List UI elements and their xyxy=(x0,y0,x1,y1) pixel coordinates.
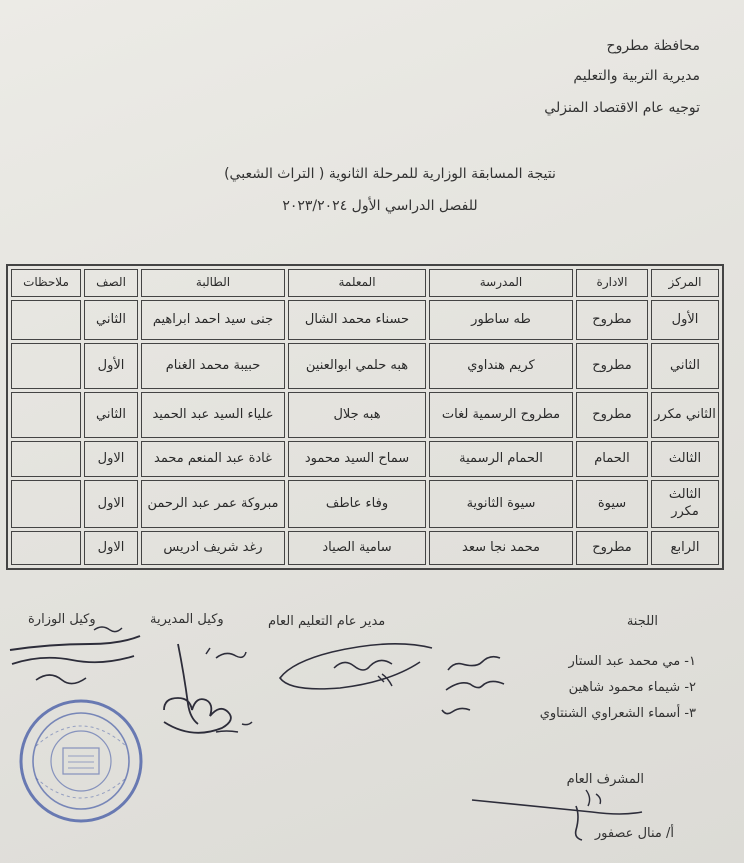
cell-student: حبيبة محمد الغنام xyxy=(141,343,285,389)
cell-school: سيوة الثانوية xyxy=(429,480,573,528)
document-title: نتيجة المسابقة الوزارية للمرحلة الثانوية ( التراث الشعبي) xyxy=(224,166,556,182)
cell-administration: مطروح xyxy=(576,343,648,389)
cell-student: رغد شريف ادريس xyxy=(141,531,285,565)
director-signature-icon xyxy=(272,636,442,696)
ministry-deputy-signature-icon xyxy=(6,622,146,702)
cell-rank: الثالث مكرر xyxy=(651,480,719,528)
supervisor-signature-icon xyxy=(466,786,646,846)
cell-student: غادة عبد المنعم محمد xyxy=(141,441,285,477)
header-school: المدرسة xyxy=(429,269,573,297)
member-signatures-icon xyxy=(440,648,510,728)
supervisor-label: المشرف العام xyxy=(566,772,644,787)
director-general-label: مدير عام التعليم العام xyxy=(268,614,386,629)
cell-school: كريم هنداوي xyxy=(429,343,573,389)
cell-administration: الحمام xyxy=(576,441,648,477)
cell-administration: مطروح xyxy=(576,392,648,438)
header-teacher: المعلمة xyxy=(288,269,426,297)
table-row xyxy=(11,392,719,438)
cell-rank: الرابع xyxy=(651,531,719,565)
cell-grade: الثاني xyxy=(84,392,138,438)
header-rank: المركز xyxy=(651,269,719,297)
cell-school: مطروح الرسمية لغات xyxy=(429,392,573,438)
cell-administration: سيوة xyxy=(576,480,648,528)
cell-rank: الثالث xyxy=(651,441,719,477)
official-stamp-icon xyxy=(16,696,146,826)
cell-grade: الاول xyxy=(84,480,138,528)
cell-student: مبروكة عمر عبد الرحمن xyxy=(141,480,285,528)
supervisor-name: أ/ منال عصفور xyxy=(594,826,674,841)
cell-notes xyxy=(11,531,81,565)
results-table xyxy=(6,264,724,570)
cell-rank: الثاني مكرر xyxy=(651,392,719,438)
cell-teacher: هبه جلال xyxy=(288,392,426,438)
table-row xyxy=(11,531,719,565)
table-header-row xyxy=(11,269,719,297)
document-subtitle: للفصل الدراسي الأول ٢٠٢٣/٢٠٢٤ xyxy=(282,198,478,214)
committee-member-3: ٣- أسماء الشعراوي الشنتاوي xyxy=(539,706,696,721)
cell-notes xyxy=(11,392,81,438)
cell-administration: مطروح xyxy=(576,300,648,340)
cell-teacher: سامية الصياد xyxy=(288,531,426,565)
cell-grade: الثاني xyxy=(84,300,138,340)
cell-student: جنى سيد احمد ابراهيم xyxy=(141,300,285,340)
header-directorate: مديرية التربية والتعليم xyxy=(573,68,700,84)
cell-student: علياء السيد عبد الحميد xyxy=(141,392,285,438)
cell-notes xyxy=(11,343,81,389)
cell-rank: الأول xyxy=(651,300,719,340)
cell-grade: الأول xyxy=(84,343,138,389)
cell-grade: الاول xyxy=(84,441,138,477)
header-governorate: محافظة مطروح xyxy=(606,38,700,54)
table-row xyxy=(11,343,719,389)
committee-member-2: ٢- شيماء محمود شاهين xyxy=(568,680,696,695)
header-department: توجيه عام الاقتصاد المنزلي xyxy=(544,100,700,116)
cell-notes xyxy=(11,480,81,528)
header-grade: الصف xyxy=(84,269,138,297)
ministry-deputy-label: وكيل الوزارة xyxy=(28,612,96,627)
cell-teacher: سماح السيد محمود xyxy=(288,441,426,477)
cell-teacher: حسناء محمد الشال xyxy=(288,300,426,340)
cell-school: الحمام الرسمية xyxy=(429,441,573,477)
header-student: الطالبة xyxy=(141,269,285,297)
table-row xyxy=(11,441,719,477)
directorate-deputy-label: وكيل المديرية xyxy=(150,612,224,627)
cell-teacher: هبه حلمي ابوالعنين xyxy=(288,343,426,389)
table-row xyxy=(11,300,719,340)
cell-school: طه ساطور xyxy=(429,300,573,340)
committee-member-1: ١- مي محمد عبد الستار xyxy=(568,654,696,669)
table-row xyxy=(11,480,719,528)
cell-notes xyxy=(11,300,81,340)
deputy-directorate-signature-icon xyxy=(156,636,266,746)
header-administration: الادارة xyxy=(576,269,648,297)
cell-grade: الاول xyxy=(84,531,138,565)
cell-administration: مطروح xyxy=(576,531,648,565)
committee-label: اللجنة xyxy=(626,614,658,629)
cell-school: محمد نجا سعد xyxy=(429,531,573,565)
cell-teacher: وفاء عاطف xyxy=(288,480,426,528)
cell-rank: الثاني xyxy=(651,343,719,389)
header-notes: ملاحظات xyxy=(11,269,81,297)
cell-notes xyxy=(11,441,81,477)
